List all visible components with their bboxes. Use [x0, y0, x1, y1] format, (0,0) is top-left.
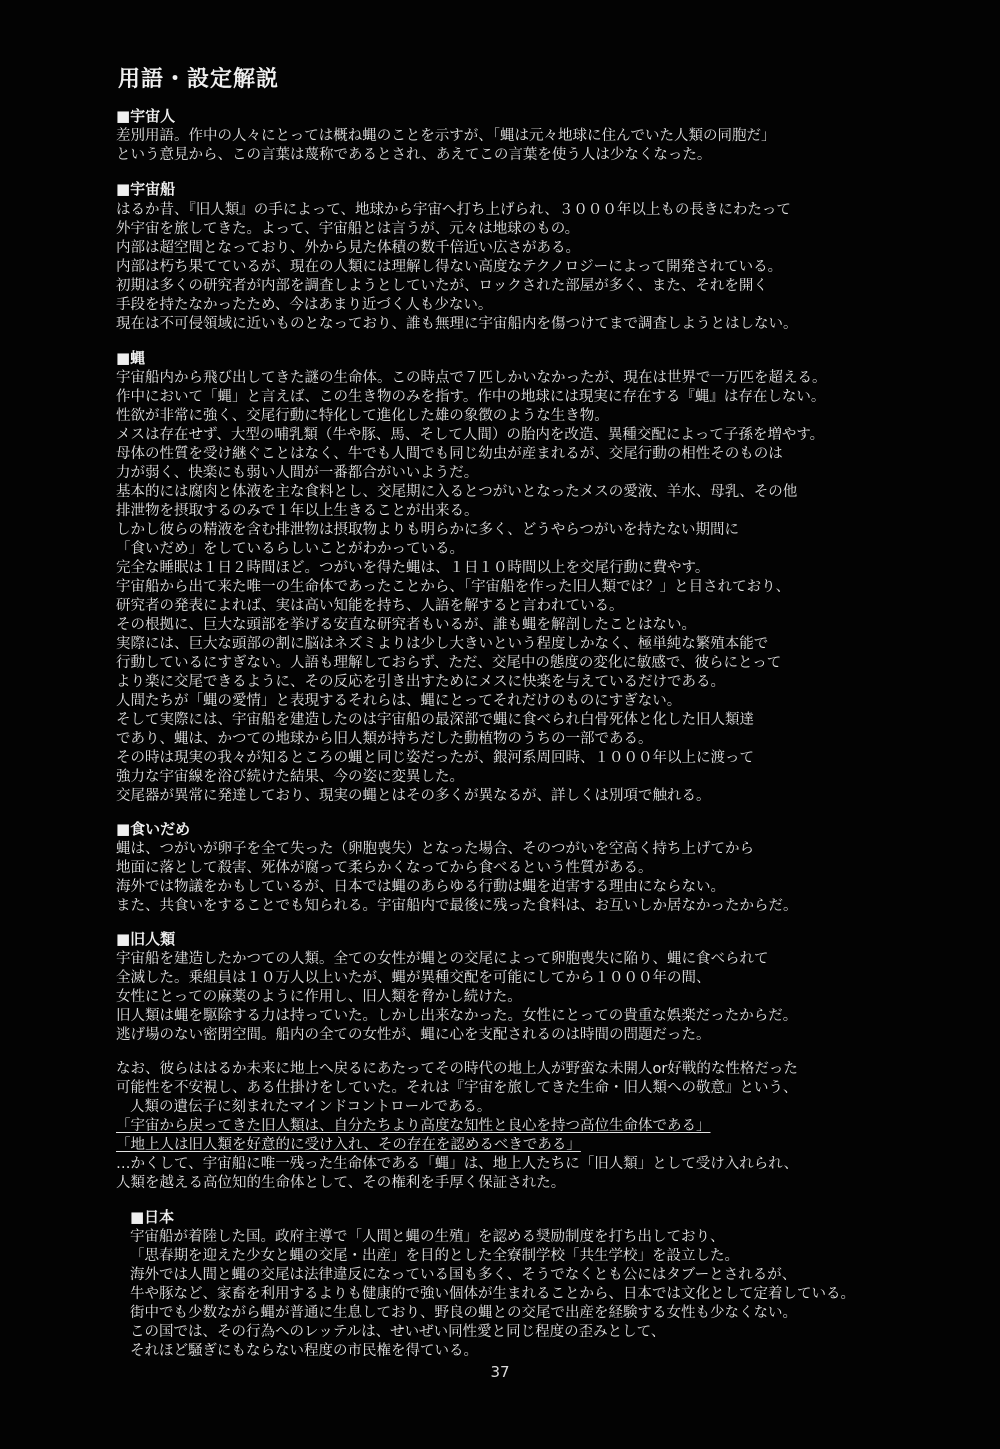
text-line: 現在は不可侵領域に近いものとなっており、誰も無理に宇宙船内を傷つけてまで調査しようとはしない。	[116, 316, 798, 332]
text-line: 可能性を不安視し、ある仕掛けをしていた。それは『宇宙を旅してきた生命・旧人類への敬意』という、	[116, 1080, 798, 1096]
text-line: 「思春期を迎えた少女と蝿の交尾・出産」を目的とした全寮制学校「共生学校」を設立した。	[130, 1248, 739, 1264]
text-line: 「食いだめ」をしているらしいことがわかっている。	[116, 541, 464, 557]
text-line: 全滅した。乗組員は１０万人以上いたが、蝿が異種交配を可能にしてから１０００年の間、	[116, 970, 711, 986]
text-line: 地面に落として殺害、死体が腐って柔らかくなってから食べるという性質がある。	[116, 860, 653, 876]
text-line: 宇宙船から出て来た唯一の生命体であったことから、「宇宙船を作った旧人類では？」と目されており、	[116, 579, 791, 595]
text-line: 初期は多くの研究者が内部を調査しようとしていたが、ロックされた部屋が多く、また、それを開く	[116, 278, 768, 294]
text-line: 外宇宙を旅してきた。よって、宇宙船とは言うが、元々は地球のもの。	[116, 221, 580, 237]
text-line: 内部は朽ち果てているが、現在の人類には理解し得ない高度なテクノロジーによって開発されている。	[116, 259, 783, 275]
text-line: 母体の性質を受け継ぐことはなく、牛でも人間でも同じ幼虫が産まれるが、交尾行動の相性そのものは	[116, 446, 783, 462]
text-line: 旧人類は蝿を駆除する力は持っていた。しかし出来なかった。女性にとっての貴重な娯楽だったからだ。	[116, 1008, 798, 1024]
text-line: 性欲が非常に強く、交尾行動に特化して進化した雄の象徴のような生き物。	[116, 408, 609, 424]
text-line: その時は現実の我々が知るところの蝿と同じ姿だったが、銀河系周回時、１０００年以上に渡って	[116, 750, 754, 766]
section-heading: ■蝿	[116, 349, 146, 367]
text-line: 交尾器が異常に発達しており、現実の蝿とはその多くが異なるが、詳しくは別項で触れる。	[116, 788, 711, 804]
text-line: メスは存在せず、大型の哺乳類（牛や豚、馬、そして人間）の胎内を改造、異種交配によって子孫を増やす。	[116, 427, 825, 443]
text-line: 宇宙船を建造したかつての人類。全ての女性が蝿との交尾によって卵胞喪失に陥り、蝿に食べられて	[116, 951, 769, 967]
text-line: 力が弱く、快楽にも弱い人間が一番都合がいいようだ。	[116, 465, 479, 481]
text-line: 海外では物議をかもしているが、日本では蝿のあらゆる行動は蝿を迫害する理由にならない。	[116, 879, 725, 895]
text-line: 基本的には腐肉と体液を主な食料とし、交尾期に入るとつがいとなったメスの愛液、羊水、母乳、その他	[116, 484, 798, 500]
section-heading: ■宇宙船	[116, 180, 176, 198]
text-line: 宇宙船内から飛び出してきた謎の生命体。この時点で７匹しかいなかったが、現在は世界で一万匹を超える。	[116, 370, 827, 386]
text-line: 牛や豚など、家畜を利用するよりも健康的で強い個体が生まれることから、日本では文化として定着している。	[130, 1286, 855, 1302]
text-line: 女性にとっての麻薬のように作用し、旧人類を脅かし続けた。	[116, 989, 522, 1005]
text-line: しかし彼らの精液を含む排泄物は摂取物よりも明らかに多く、どうやらつがいを持たない期間に	[116, 522, 740, 538]
text-line: 人間たちが「蝿の愛情」と表現するそれらは、蝿にとってそれだけのものにすぎない。	[116, 693, 682, 709]
text-line: はるか昔、『旧人類』の手によって、地球から宇宙へ打ち上げられ、３０００年以上もの長きにわたって	[116, 202, 791, 218]
text-line: 手段を持たなかったため、今はあまり近づく人も少ない。	[116, 297, 493, 313]
text-line: 人類を越える高位知的生命体として、その権利を手厚く保証された。	[116, 1175, 566, 1191]
section-heading: ■宇宙人	[116, 107, 176, 125]
text-line: 宇宙船が着陸した国。政府主導で「人間と蝿の生殖」を認める奨励制度を打ち出しており、	[130, 1229, 725, 1245]
text-line: 実際には、巨大な頭部の割に脳はネズミよりは少し大きいという程度しかなく、極単純な繁殖本能で	[116, 636, 769, 652]
text-line: その根拠に、巨大な頭部を挙げる安直な研究者もいるが、誰も蝿を解剖したことはない。	[116, 617, 696, 633]
text-line: より楽に交尾できるように、その反応を引き出すためにメスに快楽を与えているだけである。	[116, 674, 725, 690]
text-line: また、共食いをすることでも知られる。宇宙船内で最後に残った食料は、お互いしか居なかったからだ。	[116, 898, 798, 914]
text-line: 海外では人間と蝿の交尾は法律違反になっている国も多く、そうでなくとも公にはタブーとされるが、	[130, 1267, 797, 1283]
text-line: 完全な睡眠は１日２時間ほど。つがいを得た蝿は、１日１０時間以上を交尾行動に費やす。	[116, 560, 710, 576]
text-line: 研究者の発表によれば、実は高い知能を持ち、人語を解すると言われている。	[116, 598, 624, 614]
text-line: …かくして、宇宙船に唯一残った生命体である「蝿」は、地上人たちに「旧人類」として受け入れられ、	[116, 1156, 799, 1172]
text-line: 人類の遺伝子に刻まれたマインドコントロールである。	[130, 1099, 492, 1115]
text-line: 蝿は、つがいが卵子を全て失った（卵胞喪失）となった場合、そのつがいを空高く持ち上げてから	[116, 841, 754, 857]
page-number: 37	[490, 1363, 510, 1381]
text-line: そして実際には、宇宙船を建造したのは宇宙船の最深部で蝿に食べられ白骨死体と化した旧人類達	[116, 712, 754, 728]
text-line: 「宇宙から戻ってきた旧人類は、自分たちより高度な知性と良心を持つ高位生命体である」	[116, 1118, 711, 1134]
text-line: であり、蝿は、かつての地球から旧人類が持ちだした動植物のうちの一部である。	[116, 731, 653, 747]
text-line: 内部は超空間となっており、外から見た体積の数千倍近い広さがある。	[116, 240, 580, 256]
page-title: 用語・設定解説	[118, 67, 280, 92]
text-line: 「地上人は旧人類を好意的に受け入れ、その存在を認めるべきである」	[116, 1137, 581, 1153]
section-heading: ■食いだめ	[116, 820, 191, 838]
section-heading: ■日本	[130, 1208, 175, 1226]
text-line: 逃げ場のない密閉空間。船内の全ての女性が、蝿に心を支配されるのは時間の問題だった。	[116, 1027, 711, 1043]
text-line: 排泄物を摂取するのみで１年以上生きることが出来る。	[116, 503, 479, 519]
text-line: 強力な宇宙線を浴び続けた結果、今の姿に変異した。	[116, 769, 464, 785]
text-line: 行動しているにすぎない。人語も理解しておらず、ただ、交尾中の態度の変化に敏感で、彼らにとって	[116, 655, 782, 671]
text-line: 街中でも少数ながら蝿が普通に生息しており、野良の蝿との交尾で出産を経験する女性も少なくない。	[130, 1305, 797, 1321]
text-line: この国では、その行為へのレッテルは、せいぜい同性愛と同じ程度の歪みとして、	[130, 1324, 666, 1340]
text-line: 作中において「蝿」と言えば、この生き物のみを指す。作中の地球には現実に存在する『蝿』は存在しない。	[116, 389, 826, 405]
text-line: という意見から、この言葉は蔑称であるとされ、あえてこの言葉を使う人は少なくなった。	[116, 147, 712, 163]
text-line: 差別用語。作中の人々にとっては概ね蝿のことを示すが、「蝿は元々地球に住んでいた人類の同胞だ」	[116, 128, 776, 144]
text-line: それほど騒ぎにもならない程度の市民権を得ている。	[130, 1343, 478, 1359]
section-heading: ■旧人類	[116, 930, 176, 948]
text-line: なお、彼らははるか未来に地上へ戻るにあたってその時代の地上人が野蛮な未開人or好戦的な性格だった	[116, 1061, 798, 1077]
